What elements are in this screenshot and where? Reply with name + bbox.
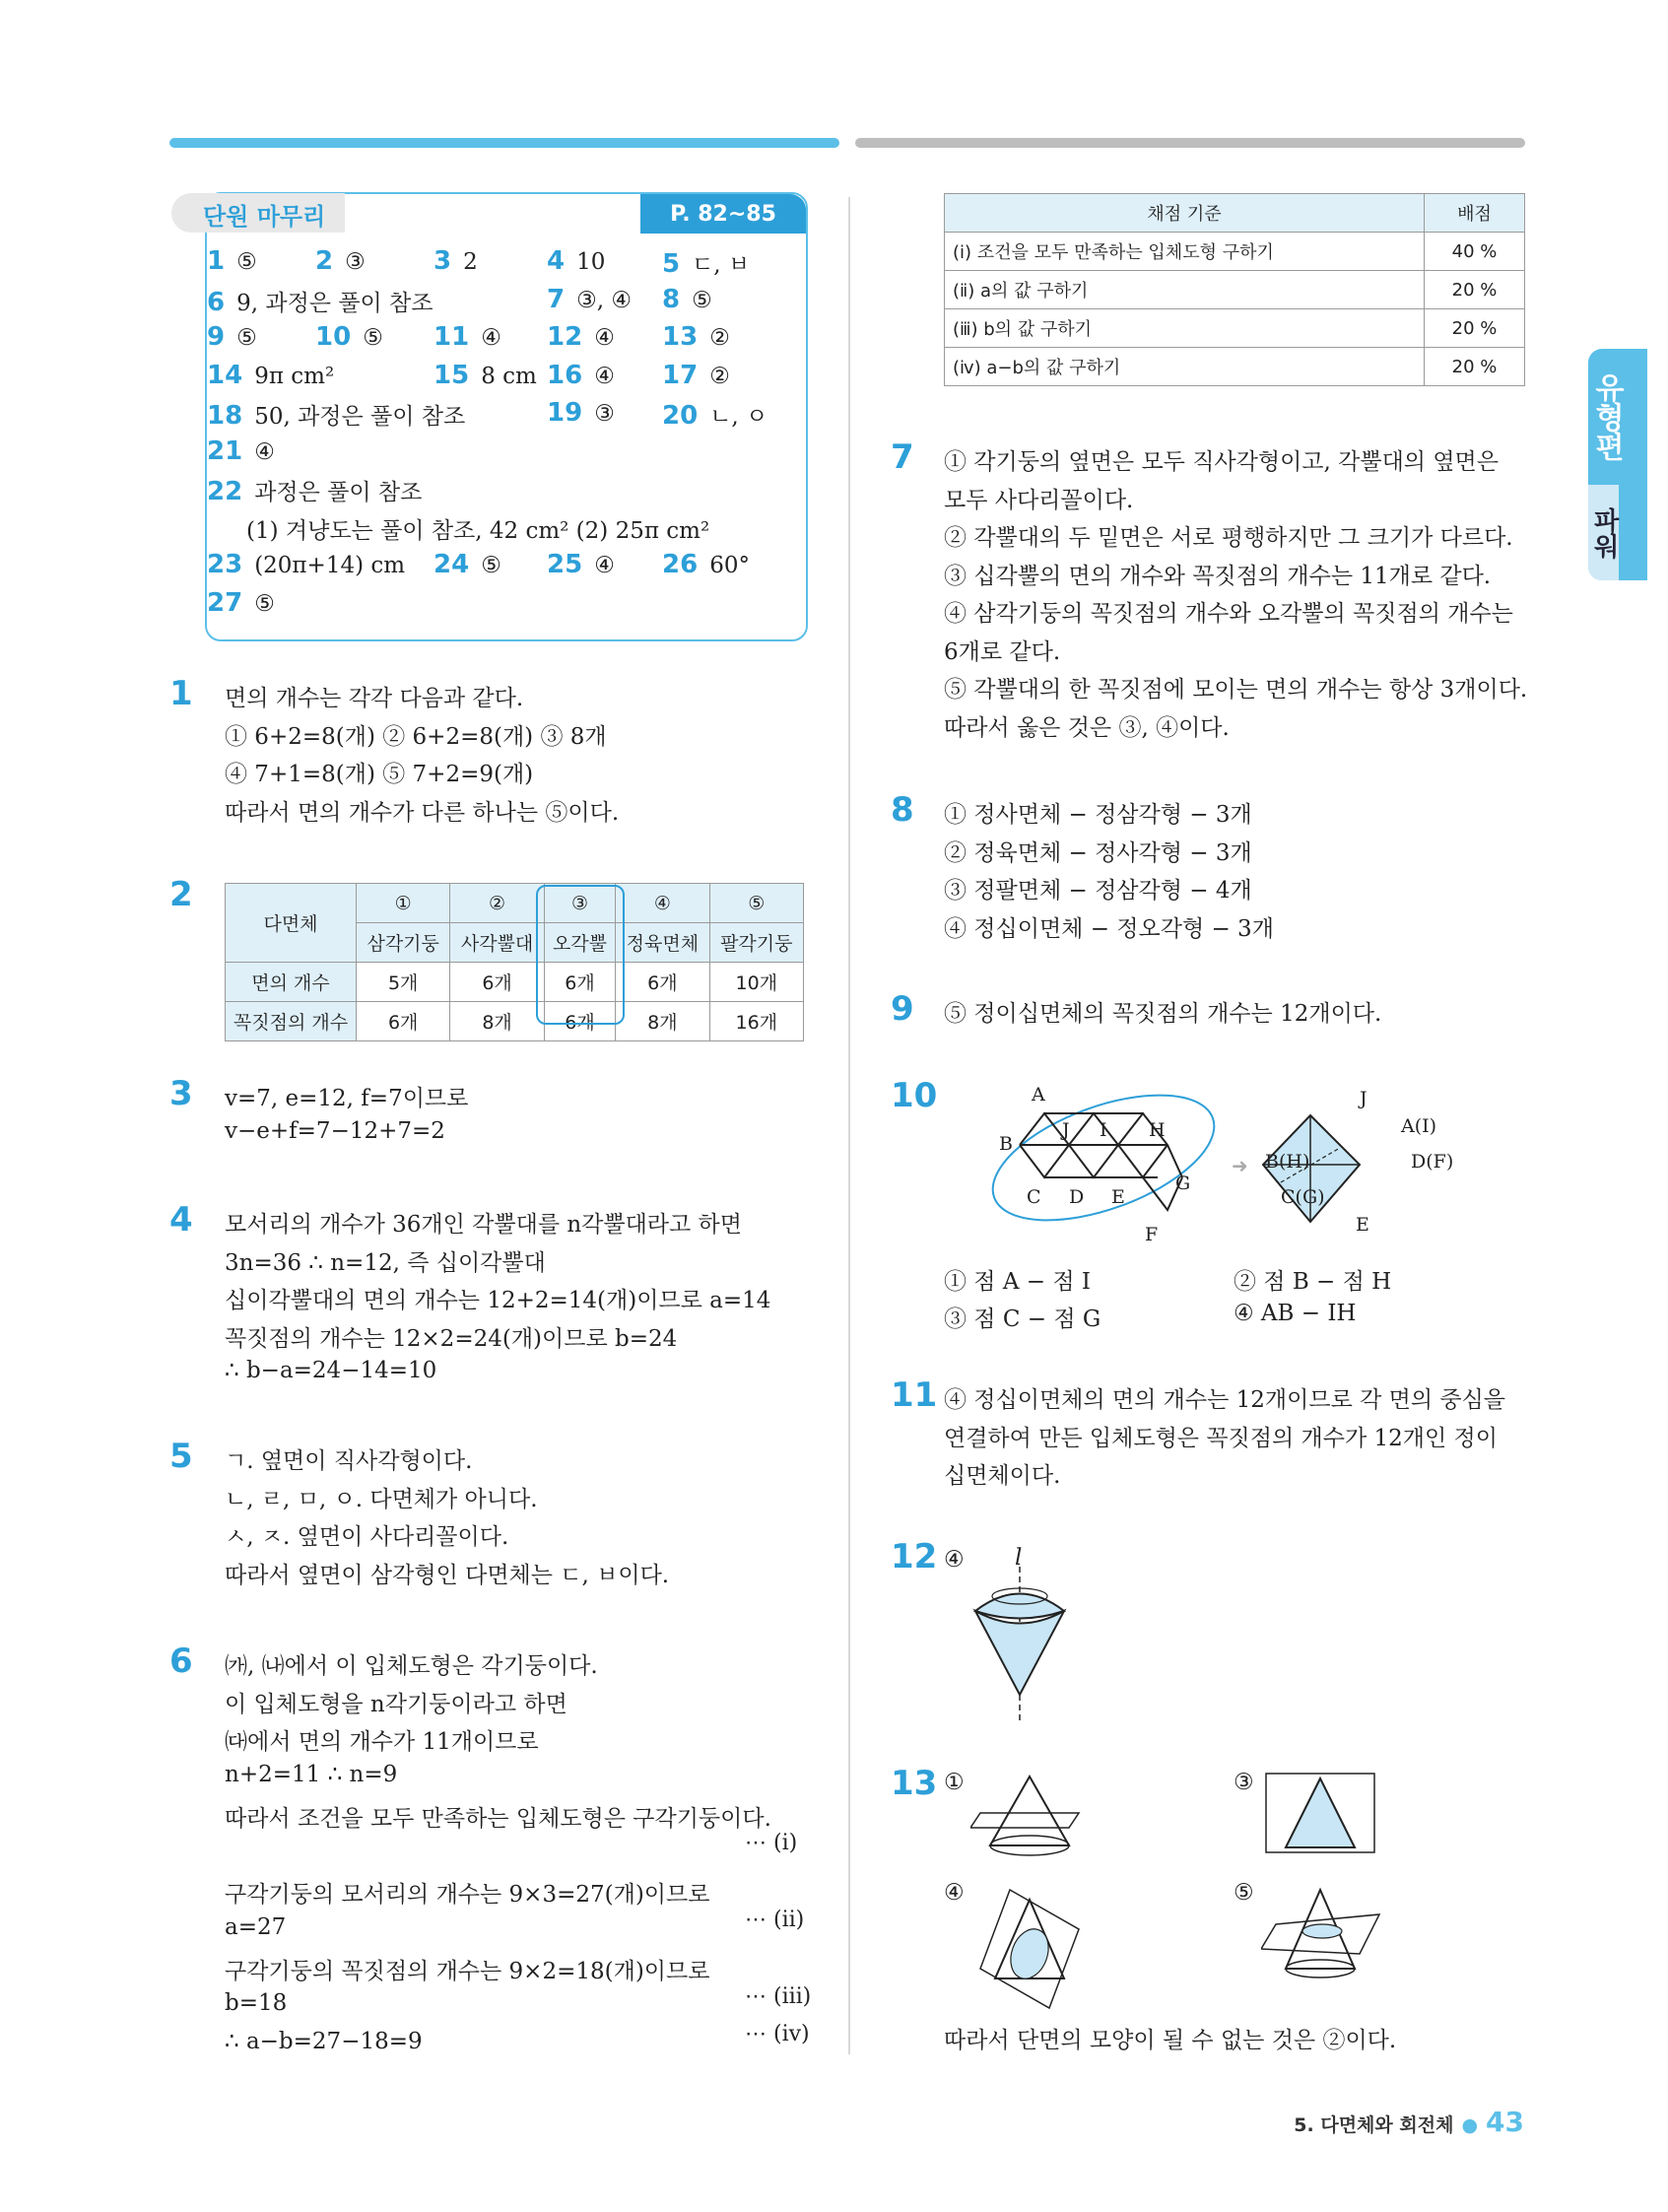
grading-criterion: (ⅳ) a−b의 값 구하기 — [945, 348, 1425, 386]
answer-value: 8 cm — [481, 363, 537, 389]
table-corner: 다면체 — [226, 884, 357, 963]
cone-section-4 — [970, 1880, 1089, 2018]
side-tab-bottom: 파워 — [1588, 485, 1619, 580]
table-cell: 16개 — [709, 1002, 803, 1041]
grading-score: 40 % — [1425, 233, 1525, 271]
answer-number: 25 — [547, 550, 583, 579]
summary-answer — [434, 322, 501, 352]
q3-line: v=7, e=12, f=7이므로 — [225, 1086, 469, 1111]
table-cell: 5개 — [357, 963, 450, 1002]
summary-answer — [207, 474, 422, 506]
solid-vertex-label: E — [1356, 1214, 1369, 1236]
q5-line: ㄴ, ㄹ, ㅁ, ㅇ. 다면체가 아니다. — [225, 1486, 538, 1512]
table-cell: 6개 — [616, 963, 709, 1002]
q11-line: 연결하여 만든 입체도형은 꼭짓점의 개수가 12개인 정이 — [944, 1425, 1498, 1451]
answer-value: ③ — [594, 401, 615, 427]
highlight-box — [536, 885, 625, 1025]
row-label: 면의 개수 — [226, 963, 357, 1002]
net-vertex-label: B — [999, 1133, 1013, 1155]
col-name: 오각뿔 — [544, 923, 615, 963]
answer-value: ③ — [345, 249, 366, 275]
solid-vertex-label: D(F) — [1411, 1151, 1454, 1173]
summary-answer — [434, 361, 537, 390]
summary-answer — [207, 588, 275, 618]
summary-answer — [207, 285, 434, 317]
answer-number: 26 — [662, 550, 699, 579]
answer-value: ④ — [481, 325, 501, 351]
answer-number: 16 — [547, 360, 583, 390]
col-num: ④ — [616, 884, 709, 923]
summary-answer — [662, 398, 767, 431]
summary-answer — [207, 246, 257, 276]
page-footer — [1294, 2106, 1524, 2138]
grading-score: 20 % — [1425, 309, 1525, 348]
q7-line: ② 각뿔대의 두 밑면은 서로 평행하지만 그 크기가 다르다. — [944, 525, 1513, 551]
cone-section-5 — [1261, 1880, 1389, 1988]
summary-answer — [434, 246, 478, 276]
answer-number: 2 — [315, 246, 334, 276]
grading-criterion: (ⅲ) b의 값 구하기 — [945, 309, 1425, 348]
option-label: ⑤ — [1234, 1880, 1254, 1906]
answer-number: 17 — [662, 360, 699, 390]
answer-number: 18 — [207, 401, 243, 431]
table-cell: 6개 — [544, 963, 615, 1002]
q1-line: 따라서 면의 개수가 다른 하나는 ⑤이다. — [225, 799, 620, 826]
table-cell: 6개 — [357, 1002, 450, 1041]
q7-line: 따라서 옳은 것은 ③, ④이다. — [944, 714, 1230, 741]
option-label: ③ — [1234, 1770, 1254, 1795]
answer-number: 1 — [207, 246, 226, 276]
answer-value: ㄴ, ㅇ — [709, 404, 768, 430]
col-name: 삼각기둥 — [357, 923, 450, 963]
net-vertex-label: E — [1111, 1186, 1125, 1208]
axis-label: l — [1015, 1545, 1023, 1571]
net-vertex-label: F — [1145, 1224, 1159, 1245]
step-mark: ⋯ (ⅱ) — [745, 1908, 805, 1932]
question-number: 7 — [891, 437, 914, 477]
summary-answer — [207, 361, 334, 390]
summary-answer — [547, 550, 615, 579]
answer-value: ④ — [594, 363, 615, 389]
answer-value: 2 — [463, 249, 478, 275]
net-vertex-label: C — [1027, 1186, 1041, 1208]
q6-line: ㈎, ㈏에서 이 입체도형은 각기둥이다. — [225, 1653, 598, 1679]
answer-number: 8 — [662, 284, 681, 314]
q8-line: ① 정사면체 − 정삼각형 − 3개 — [944, 802, 1252, 828]
answer-value: ④ — [594, 325, 615, 351]
question-number: 3 — [169, 1074, 193, 1113]
q6-line: ∴ a−b=27−18=9 — [225, 2029, 423, 2054]
q10-answer: ④ AB − IH — [1234, 1301, 1357, 1326]
summary-answer — [662, 246, 750, 279]
page-range-tag: P. 82~85 — [640, 194, 806, 234]
answer-value: ② — [709, 325, 730, 351]
q6-line: b=18 — [225, 1990, 288, 2017]
summary-answer — [315, 322, 383, 352]
q13-conclusion: 따라서 단면의 모양이 될 수 없는 것은 ②이다. — [944, 2028, 1397, 2053]
row-label: 꼭짓점의 개수 — [226, 1002, 357, 1041]
answer-value: 60° — [709, 553, 750, 578]
q4-line: 꼭짓점의 개수는 12×2=24(개)이므로 b=24 — [225, 1325, 678, 1352]
summary-answer — [662, 550, 750, 579]
question-number: 12 — [891, 1537, 938, 1576]
col-num: ① — [357, 884, 450, 923]
step-mark: ⋯ (ⅳ) — [745, 2022, 810, 2046]
question-number: 5 — [169, 1437, 193, 1476]
solid-vertex-label: A(I) — [1401, 1115, 1437, 1137]
question-number: 11 — [891, 1375, 938, 1415]
grading-header: 채점 기준 — [945, 194, 1425, 233]
answer-number: 4 — [547, 246, 566, 276]
q6-line: a=27 — [225, 1913, 287, 1940]
answer-number: 21 — [207, 436, 243, 466]
grading-score: 20 % — [1425, 348, 1525, 386]
answer-value: 9π cm² — [254, 363, 335, 389]
summary-answer — [207, 398, 465, 431]
answer-number: 3 — [434, 246, 452, 276]
answer-number: 12 — [547, 322, 583, 352]
q6-line: n+2=11 ∴ n=9 — [225, 1762, 398, 1788]
answer-number: 13 — [662, 322, 699, 352]
question-number: 1 — [169, 674, 193, 713]
answer-value: ⑤ — [363, 325, 383, 351]
top-bar-left — [169, 138, 839, 148]
answer-value: (20π+14) cm — [254, 553, 406, 578]
q5-line: 따라서 옆면이 삼각형인 다면체는 ㄷ, ㅂ이다. — [225, 1562, 670, 1588]
q10-answer: ② 점 B − 점 H — [1234, 1269, 1392, 1295]
answer-number: 23 — [207, 550, 243, 579]
q6-line: 따라서 조건을 모두 만족하는 입체도형은 구각기둥이다. — [225, 1805, 771, 1832]
col-name: 사각뿔대 — [450, 923, 544, 963]
side-tab[interactable] — [1588, 349, 1647, 580]
q1-line: ① 6+2=8(개) ② 6+2=8(개) ③ 8개 — [225, 723, 607, 750]
answer-value: ④ — [594, 553, 615, 578]
q4-line: 십이각뿔대의 면의 개수는 12+2=14(개)이므로 a=14 — [225, 1288, 771, 1313]
summary-answer — [547, 361, 615, 390]
summary-answer — [207, 322, 257, 352]
answer-value: ⑤ — [254, 590, 275, 617]
q8-line: ③ 정팔면체 − 정삼각형 − 4개 — [944, 878, 1252, 904]
svg-text:➜: ➜ — [1232, 1154, 1248, 1177]
q6-line: ㈐에서 면의 개수가 11개이므로 — [225, 1729, 539, 1756]
answer-number: 7 — [547, 284, 566, 314]
summary-answer — [547, 322, 615, 352]
table-cell: 10개 — [709, 963, 803, 1002]
solid-vertex-label: J — [1360, 1088, 1368, 1109]
answer-number: 20 — [662, 401, 699, 431]
answer-number: 6 — [207, 287, 226, 317]
q1-line: ④ 7+1=8(개) ⑤ 7+2=9(개) — [225, 762, 534, 787]
q8-line: ④ 정십이면체 − 정오각형 − 3개 — [944, 915, 1274, 942]
step-mark: ⋯ (ⅰ) — [745, 1831, 798, 1855]
q7-line: ④ 삼각기둥의 꼭짓점의 개수와 오각뿔의 꼭짓점의 개수는 — [944, 601, 1513, 627]
net-vertex-label: D — [1069, 1186, 1085, 1208]
q11-line: 십면체이다. — [944, 1463, 1061, 1489]
summary-answer — [207, 436, 275, 466]
side-tab-top: 유형편 — [1589, 372, 1624, 461]
q7-line: 모두 사다리꼴이다. — [944, 487, 1134, 513]
q10-answer: ① 점 A − 점 I — [944, 1269, 1091, 1295]
page-number: 43 — [1486, 2106, 1524, 2138]
q12-mark: ④ — [944, 1547, 965, 1573]
answer-value: ⑤ — [236, 325, 257, 351]
question-number: 13 — [891, 1764, 938, 1803]
answer-number: 11 — [434, 322, 470, 352]
answer-number: 27 — [207, 587, 243, 618]
answer-number: 5 — [662, 249, 681, 279]
summary-answer — [662, 285, 712, 314]
q5-line: ㄱ. 옆면이 직사각형이다. — [225, 1448, 473, 1474]
summary-answer — [662, 361, 730, 390]
answer-value: ③, ④ — [576, 287, 632, 313]
answer-value: 50, 과정은 풀이 참조 — [254, 404, 466, 430]
q2-table — [225, 883, 804, 1041]
q12-solid-figure — [966, 1567, 1094, 1724]
summary-answer — [434, 550, 501, 579]
table-cell: 6개 — [450, 963, 544, 1002]
summary-answer — [547, 285, 632, 314]
q6-line: 구각기둥의 꼭짓점의 개수는 9×2=18(개)이므로 — [225, 1958, 710, 1984]
answer-value: ㄷ, ㅂ — [692, 252, 751, 278]
q3-line: v−e+f=7−12+7=2 — [225, 1117, 445, 1144]
col-num: ③ — [544, 884, 615, 923]
q4-line: 모서리의 개수가 36개인 각뿔대를 n각뿔대라고 하면 — [225, 1212, 742, 1238]
summary-answer — [662, 322, 730, 352]
answer-number: 9 — [207, 322, 226, 352]
q4-line: 3n=36 ∴ n=12, 즉 십이각뿔대 — [225, 1249, 546, 1276]
answer-number: 22 — [207, 477, 243, 506]
answer-number: 19 — [547, 398, 583, 428]
question-number: 6 — [169, 1642, 193, 1681]
question-number: 4 — [169, 1200, 193, 1240]
summary-answer — [547, 398, 615, 428]
cone-section-3 — [1261, 1769, 1379, 1867]
answer-value: ④ — [254, 438, 275, 465]
q7-line: 6개로 같다. — [944, 638, 1061, 665]
summary-answer — [246, 512, 709, 545]
q10-answer: ③ 점 C − 점 G — [944, 1307, 1101, 1332]
q11-line: ④ 정십이면체의 면의 개수는 12개이므로 각 면의 중심을 — [944, 1387, 1506, 1413]
table-cell: 6개 — [544, 1002, 615, 1041]
solid-vertex-label: C(G) — [1281, 1186, 1325, 1208]
summary-title: 단원 마무리 — [203, 203, 326, 231]
answer-value: (1) 겨냥도는 풀이 참조, 42 cm² (2) 25π cm² — [246, 517, 710, 544]
solid-vertex-label: B(H) — [1265, 1151, 1310, 1173]
column-divider — [848, 197, 850, 2054]
answer-value: ⑤ — [236, 249, 257, 275]
answer-value: 9, 과정은 풀이 참조 — [236, 290, 434, 316]
net-vertex-label: H — [1149, 1119, 1166, 1141]
table-cell: 8개 — [450, 1002, 544, 1041]
answer-value: ⑤ — [481, 553, 501, 578]
answer-value: ⑤ — [692, 287, 712, 313]
answer-number: 15 — [434, 360, 470, 390]
summary-answer — [207, 550, 405, 579]
col-name: 정육면체 — [616, 923, 709, 963]
q7-line: ① 각기둥의 옆면은 모두 직사각형이고, 각뿔대의 옆면은 — [944, 449, 1499, 475]
col-name: 팔각기둥 — [709, 923, 803, 963]
answer-number: 14 — [207, 360, 243, 390]
question-number: 2 — [169, 875, 193, 914]
option-label: ④ — [944, 1880, 965, 1906]
chapter-title: 5. 다면체와 회전체 — [1294, 2114, 1454, 2136]
cone-section-1 — [970, 1769, 1089, 1867]
q1-line: 면의 개수는 각각 다음과 같다. — [225, 686, 524, 711]
net-vertex-label: A — [1032, 1084, 1045, 1106]
question-number: 8 — [891, 790, 914, 830]
net-vertex-label: J — [1062, 1119, 1070, 1141]
summary-answer — [315, 246, 366, 276]
q6-line: 구각기둥의 모서리의 개수는 9×3=27(개)이므로 — [225, 1882, 710, 1909]
bullet-icon: ● — [1461, 2114, 1479, 2136]
q4-line: ∴ b−a=24−14=10 — [225, 1358, 437, 1383]
q6-line: 이 입체도형을 n각기둥이라고 하면 — [225, 1691, 567, 1717]
option-label: ① — [944, 1770, 965, 1795]
step-mark: ⋯ (ⅲ) — [745, 1984, 812, 2009]
grading-criterion: (ⅱ) a의 값 구하기 — [945, 271, 1425, 309]
table-cell: 8개 — [616, 1002, 709, 1041]
answer-value: 10 — [576, 249, 606, 275]
answer-number: 10 — [315, 322, 352, 352]
answer-value: 과정은 풀이 참조 — [254, 480, 423, 505]
question-number: 10 — [891, 1076, 938, 1115]
question-number: 9 — [891, 989, 914, 1029]
q5-line: ㅅ, ㅈ. 옆면이 사다리꼴이다. — [225, 1524, 509, 1550]
q7-line: ③ 십각뿔의 면의 개수와 꼭짓점의 개수는 11개로 같다. — [944, 563, 1492, 589]
grading-criterion: (ⅰ) 조건을 모두 만족하는 입체도형 구하기 — [945, 233, 1425, 271]
grading-header: 배점 — [1425, 194, 1525, 233]
grading-table — [944, 193, 1525, 386]
top-bar-right — [855, 138, 1525, 148]
summary-answer — [547, 246, 605, 276]
q9-line: ⑤ 정이십면체의 꼭짓점의 개수는 12개이다. — [944, 1001, 1382, 1027]
net-vertex-label: G — [1175, 1173, 1191, 1194]
net-vertex-label: I — [1100, 1119, 1107, 1141]
q7-line: ⑤ 각뿔대의 한 꼭짓점에 모이는 면의 개수는 항상 3개이다. — [944, 677, 1528, 703]
grading-score: 20 % — [1425, 271, 1525, 309]
col-num: ⑤ — [709, 884, 803, 923]
col-num: ② — [450, 884, 544, 923]
answer-value: ② — [709, 363, 730, 389]
q8-line: ② 정육면체 − 정사각형 − 3개 — [944, 839, 1252, 866]
answer-number: 24 — [434, 550, 470, 579]
